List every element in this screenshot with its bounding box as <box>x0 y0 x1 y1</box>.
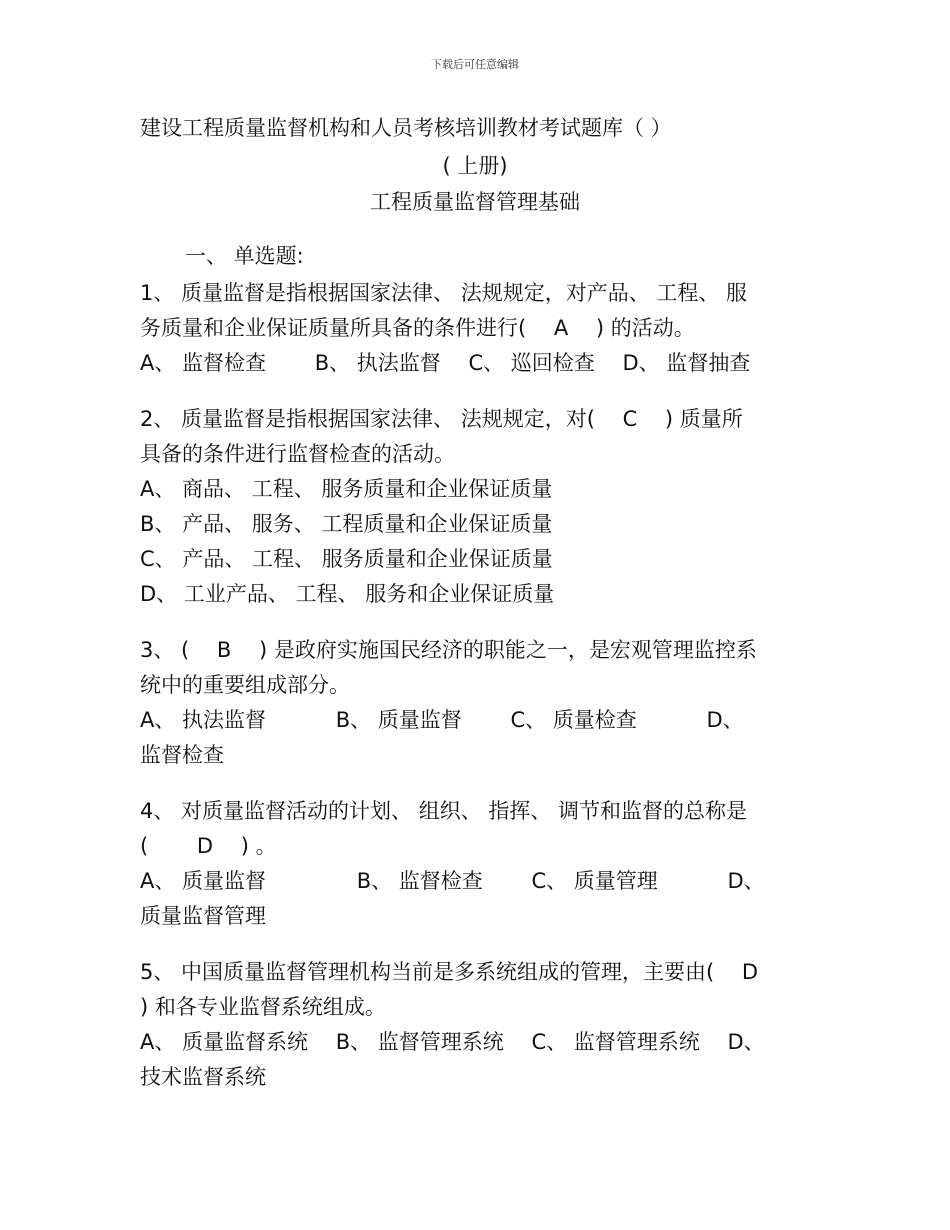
options-line: 监督检查 <box>140 743 224 767</box>
options-line: 技术监督系统 <box>140 1065 266 1089</box>
option-a: A、 商品、 工程、 服务质量和企业保证质量 <box>140 477 553 501</box>
options-line: A、 质量监督 B、 监督检查 C、 质量管理 D、 <box>140 869 765 893</box>
question-4 <box>140 794 820 934</box>
question-line: 1、 质量监督是指根据国家法律、 法规规定，对产品、 工程、 服 <box>140 281 748 305</box>
option-d: D、 工业产品、 工程、 服务和企业保证质量 <box>140 582 555 606</box>
question-2 <box>140 402 820 612</box>
question-line: 5、 中国质量监督管理机构当前是多系统组成的管理，主要由( D <box>140 960 759 984</box>
question-line: ) 和各专业监督系统组成。 <box>140 995 386 1019</box>
question-1 <box>140 276 820 381</box>
option-c: C、 产品、 工程、 服务质量和企业保证质量 <box>140 547 553 571</box>
question-line: 具备的条件进行监督检查的活动。 <box>140 442 455 466</box>
document-title: 建设工程质量监督机构和人员考核培训教材考试题库（ ） <box>140 116 672 140</box>
option-b: B、 产品、 服务、 工程质量和企业保证质量 <box>140 512 553 536</box>
question-line: 2、 质量监督是指根据国家法律、 法规规定，对( C ) 质量所 <box>140 407 743 431</box>
chapter-title: 工程质量监督管理基础 <box>370 190 580 214</box>
question-line: 统中的重要组成部分。 <box>140 673 350 697</box>
page-header: 下载后可任意编辑 <box>431 58 519 71</box>
question-3 <box>140 633 820 773</box>
section-heading: 一、 单选题: <box>185 244 304 268</box>
options-line: A、 执法监督 B、 质量监督 C、 质量检查 D、 <box>140 708 744 732</box>
options-line: A、 监督检查 B、 执法监督 C、 巡回检查 D、 监督抽查 <box>140 351 751 375</box>
volume-subtitle: ( 上册) <box>442 154 508 178</box>
question-line: 4、 对质量监督活动的计划、 组织、 指挥、 调节和监督的总称是 <box>140 799 748 823</box>
question-list <box>140 276 820 1116</box>
options-line: 质量监督管理 <box>140 904 266 928</box>
question-5 <box>140 955 820 1095</box>
question-line: 3、 ( B ) 是政府实施国民经济的职能之一，是宏观管理监控系 <box>140 638 757 662</box>
question-line: 务质量和企业保证质量所具备的条件进行( A ) 的活动。 <box>140 316 695 340</box>
question-line: ( D ) 。 <box>140 834 277 858</box>
options-line: A、 质量监督系统 B、 监督管理系统 C、 监督管理系统 D、 <box>140 1030 765 1054</box>
